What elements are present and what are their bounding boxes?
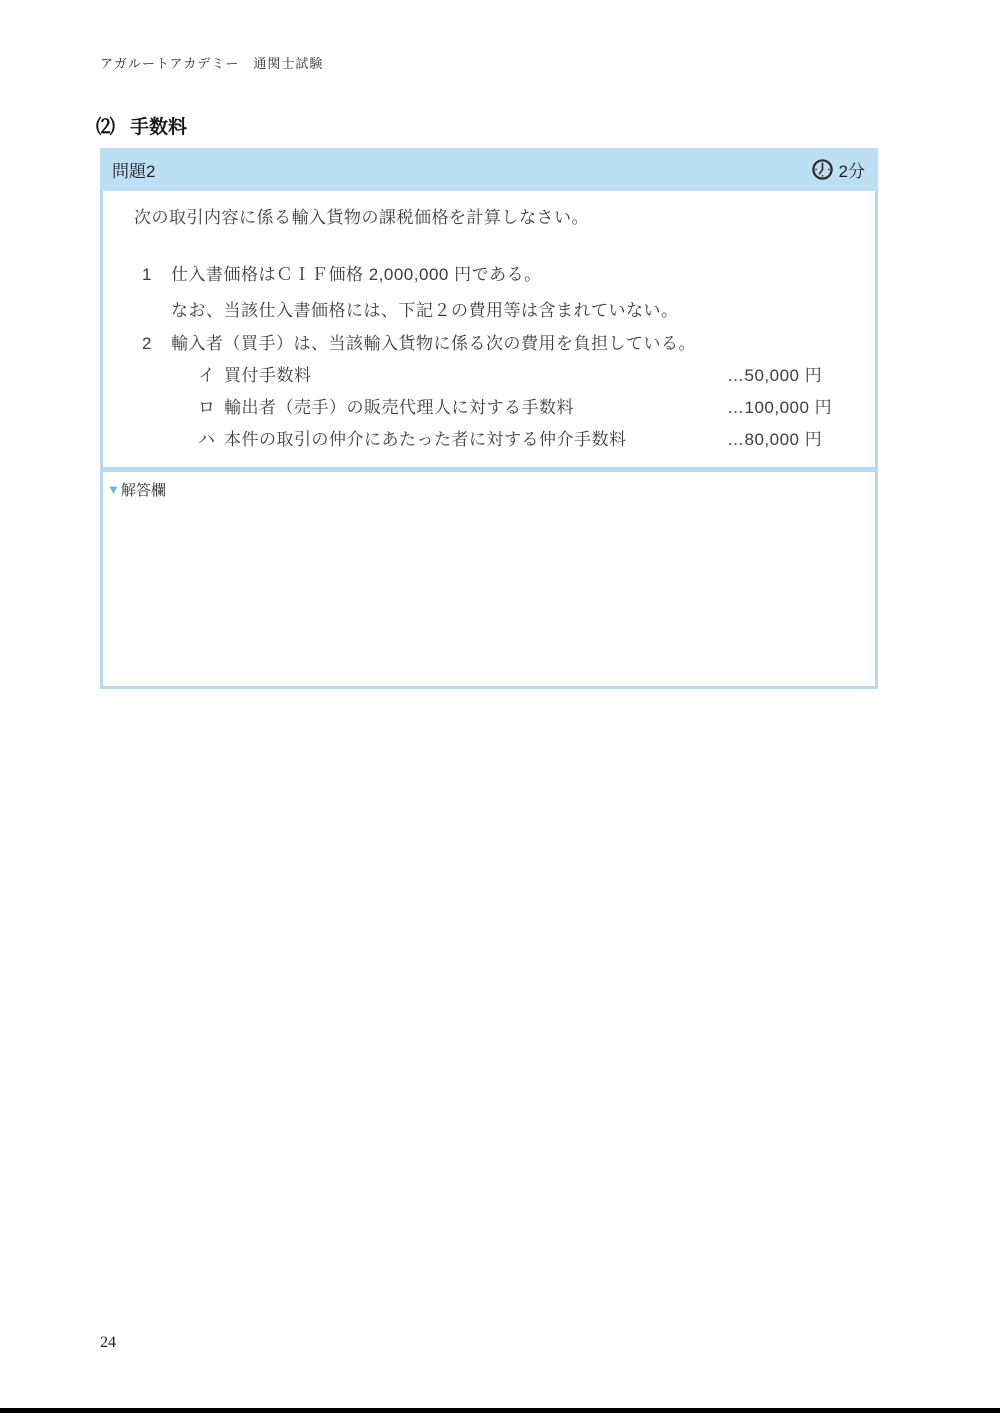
problem-label: 問題2 (112, 162, 156, 181)
doc-header: アガルートアカデミー 通関士試験 (100, 56, 324, 71)
list-item (134, 332, 857, 355)
item-number: 2 (142, 334, 152, 353)
question-lead: 次の取引内容に係る輸入貨物の課税価格を計算しなさい。 (134, 208, 589, 227)
time-estimate (811, 157, 865, 182)
fee-row (198, 428, 857, 451)
fee-label: 輸出者（売手）の販売代理人に対する手数料 (224, 398, 574, 417)
fee-value: …100,000 円 (727, 398, 833, 417)
list-item (134, 263, 857, 286)
question-body (100, 191, 878, 470)
problem-header-bar (100, 148, 878, 191)
section-title (96, 112, 187, 139)
item-text: 輸入者（買手）は、当該輸入貨物に係る次の費用を負担している。 (171, 334, 696, 353)
time-label: 2分 (838, 162, 865, 181)
section-label: 手数料 (130, 117, 188, 138)
item-note: なお、当該仕入書価格には、下記２の費用等は含まれていない。 (171, 301, 679, 320)
problem-box (100, 148, 878, 689)
clock-icon (811, 158, 834, 181)
answer-label: 解答欄 (120, 482, 166, 499)
item-text: 仕入書価格はＣＩＦ価格 2,000,000 円である。 (171, 265, 542, 284)
section-number: ⑵ (96, 117, 116, 138)
fee-row (198, 364, 857, 387)
item-number: 1 (142, 265, 152, 284)
answer-section (100, 469, 878, 689)
fee-value: …50,000 円 (727, 366, 823, 385)
fee-kana: ロ (198, 398, 216, 417)
fee-kana: ハ (198, 430, 216, 449)
fee-label: 本件の取引の仲介にあたった者に対する仲介手数料 (224, 430, 627, 449)
fee-row (198, 396, 857, 419)
fee-label: 買付手数料 (224, 366, 312, 385)
page-number: 24 (100, 1334, 116, 1351)
fee-value: …80,000 円 (727, 430, 823, 449)
bottom-edge-bar (0, 1408, 1000, 1413)
triangle-marker-icon: ▼ (107, 482, 120, 497)
fee-kana: イ (198, 366, 216, 385)
